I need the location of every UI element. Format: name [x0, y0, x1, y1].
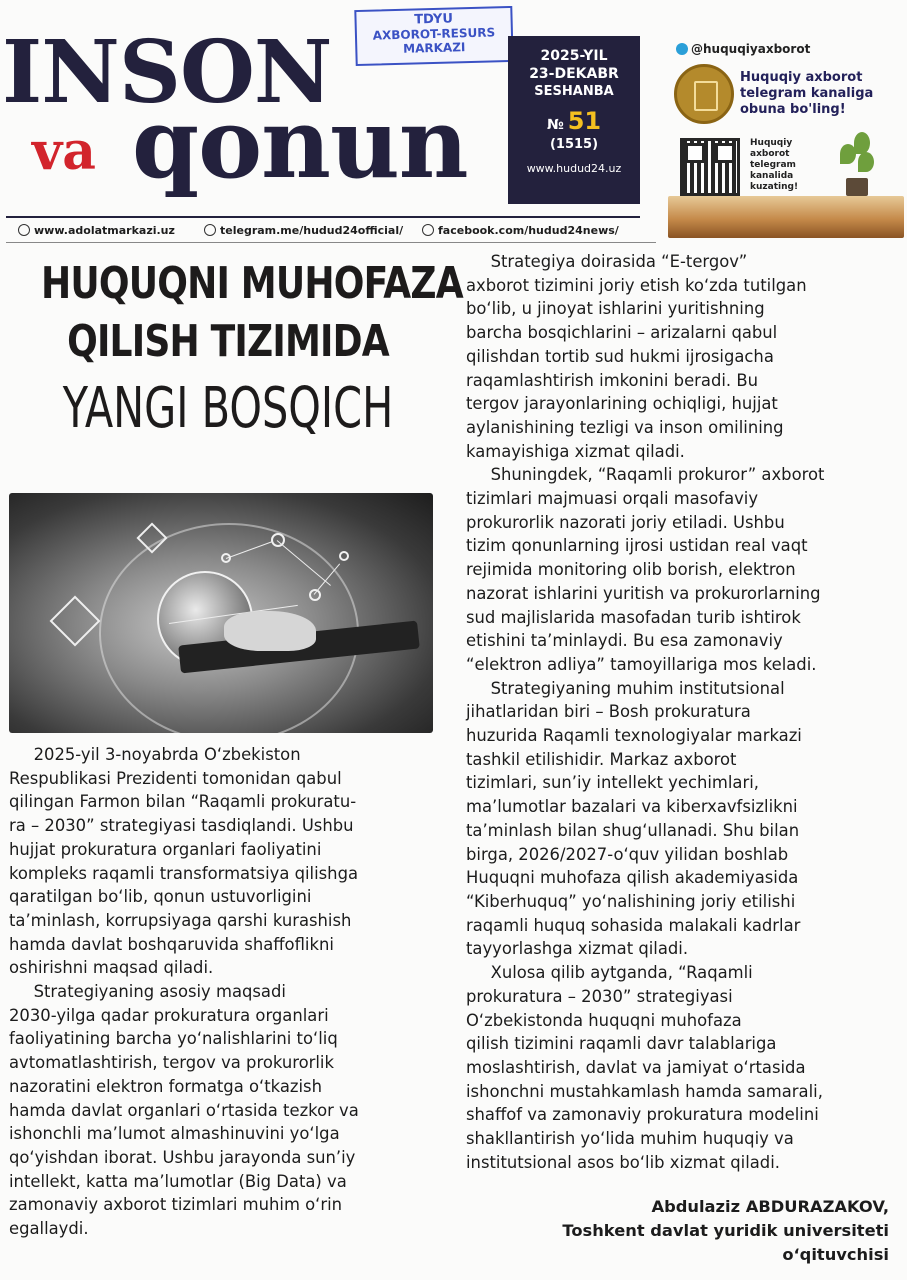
masthead [0, 0, 907, 245]
telegram-icon [204, 224, 216, 236]
article-paragraph [466, 961, 898, 1174]
author-byline [509, 1195, 889, 1267]
logo-qonun: qonun [132, 87, 468, 200]
article-column-left [9, 743, 439, 1241]
social-link-text: facebook.com/hudud24news/ [438, 224, 619, 237]
article-paragraph [9, 743, 439, 980]
article-column-right [466, 250, 898, 1174]
paragraph-text: Shuningdek, “Raqamli prokuror” axborot tizimlari majmuasi orqali masofaviy prokurorlik nazorati joriy etiladi. Ushbu tizim qonunlarning ijrosi ustidan real vaqt rejimida monitoring olib borish, elektron nazorat ishlarini yuritish va prokurorlarning sud majlislarida masofadan turib ishtirok etishini ta’minlaydi. Bu esa zamonaviy “elektron adliya” tamoyillariga mos keladi. [466, 465, 825, 674]
issue-website[interactable]: www.hudud24.uz [526, 162, 622, 175]
issue-number-row [508, 107, 640, 135]
social-link-text: telegram.me/hudud24official/ [220, 224, 404, 237]
author-name: Abdulaziz ABDURAZAKOV, [651, 1197, 889, 1216]
telegram-handle[interactable] [676, 42, 810, 56]
social-link-website[interactable] [18, 224, 175, 237]
stamp-line-2: AXBOROT-RESURS [372, 25, 496, 43]
social-link-text: www.adolatmarkazi.uz [34, 224, 175, 237]
paragraph-text: Strategiyaning asosiy maqsadi 2030-yilga qadar prokuratura organlari faoliyatining barcha yo‘nalishlarini to‘liq avtomatlashtirish, tergov va prokurorlik nazoratini elektron formatga o‘tkazish hamda davlat organlari o‘rtasida tezkor va ishonchli ma’lumot almashinuvini yo‘lga qo‘yishdan iborat. Ushbu jarayonda sun’iy intellekt, katta ma’lumotlar (Big Data) va zamonaviy axborot tizimlari muhim o‘rin egallaydi. [9, 982, 359, 1239]
author-role: o‘qituvchisi [782, 1245, 889, 1264]
article-paragraph [466, 677, 898, 961]
emblem-icon [674, 64, 734, 124]
stamp-line-1: TDYU [414, 11, 454, 28]
issue-year: 2025-YIL [540, 48, 608, 64]
qr-caption: Huquqiy axborot telegram kanalida kuzating! [750, 138, 799, 192]
social-links-bar [18, 224, 678, 240]
article-paragraph [9, 980, 439, 1241]
issue-number: 51 [567, 107, 602, 135]
paragraph-text: Strategiyaning muhim institutsional jihatlaridan biri – Bosh prokuratura huzurida Raqamli texnologiyalar markazi tashkil etilishidir. Markaz axborot tizimlari, sun’iy intellekt yechimlari, ma’lumotlar bazalari va kiberxavfsizlikni ta’minlash bilan shug‘ullanadi. Shu bilan birga, 2026/2027-o‘quv yilidan boshlab Huquqni muhofaza qilish akademiyasida “Kiberhuquq” yo‘nalishining joriy etilishi raqamli huquq sohasida malakali kadrlar tayyorlashga xizmat qiladi. [466, 678, 802, 959]
logo-va: va [32, 121, 96, 182]
hand-graphic [224, 611, 316, 651]
social-link-telegram[interactable] [204, 224, 403, 237]
issue-number-prefix: № [546, 117, 564, 133]
headline-line-2: QILISH TIZIMIDA [67, 316, 389, 367]
stamp-line-3: MARKAZI [403, 40, 466, 56]
issue-weekday: SESHANBA [534, 84, 614, 99]
issue-total: (1515) [549, 137, 599, 152]
qr-code-icon[interactable] [680, 138, 740, 196]
article-paragraph [466, 463, 898, 676]
paragraph-text: 2025-yil 3-noyabrda O‘zbekiston Respublikasi Prezidenti tomonidan qabul qilingan Farmon bilan “Raqamli prokuratu- ra – 2030” strategiyasi tasdiqlandi. Ushbu hujjat prokuratura organlari faoliyatini kompleks raqamli transformatsiya qilishga qaratilgan bo‘lib, qonun ustuvorligini ta’minlash, korrupsiyaga qarshi kurashish hamda davlat boshqaruvida shaffoflikni oshirishni maqsad qiladi. [9, 745, 359, 978]
library-stamp [354, 6, 513, 66]
issue-date: 23-DEKABR [529, 66, 619, 82]
masthead-divider [6, 216, 640, 218]
telegram-promo [666, 38, 904, 238]
author-affiliation: Toshkent davlat yuridik universiteti [562, 1221, 889, 1240]
telegram-handle-text: @huquqiyaxborot [691, 42, 811, 56]
headline-line-1: HUQUQNI MUHOFAZA [41, 258, 463, 309]
paragraph-text: Strategiya doirasida “E-tergov” axborot tizimini joriy etish ko‘zda tutilgan bo‘lib, u jinoyat ishlarini yuritishning barcha bosqichlarini – arizalarni qabul qilishdan tortib sud hukmi ijrosigacha raqamlashtirish imkonini beradi. Bu tergov jarayonlarining ochiqligi, hujjat aylanishining tezligi va inson omilining kamayishiga xizmat qiladi. [466, 252, 807, 461]
promo-call-to-action: Huquqiy axborot telegram kanaliga obuna bo'ling! [740, 70, 874, 117]
article-paragraph [466, 250, 898, 463]
books-illustration [668, 196, 904, 238]
issue-info-box [508, 36, 640, 204]
telegram-icon [676, 43, 688, 55]
plant-illustration [836, 130, 876, 196]
paragraph-text: Xulosa qilib aytganda, “Raqamli prokuratura – 2030” strategiyasi O‘zbekistonda huquqni muhofaza qilish tizimini raqamli davr talablariga moslashtirish, davlat va jamiyat o‘rtasida ishonchni mustahkamlash hamda samarali, shaffof va zamonaviy prokuratura modelini shakllantirish yo‘lida muhim huquqiy va institutsional asos bo‘lib xizmat qiladi. [466, 963, 823, 1172]
social-link-facebook[interactable] [422, 224, 619, 237]
social-divider [6, 242, 656, 243]
article-headline [0, 255, 463, 445]
facebook-icon [422, 224, 434, 236]
logo-inson: INSON [2, 22, 332, 123]
article-photo [9, 493, 433, 733]
globe-icon [18, 224, 30, 236]
headline-line-3: YANGI BOSQICH [62, 376, 394, 441]
